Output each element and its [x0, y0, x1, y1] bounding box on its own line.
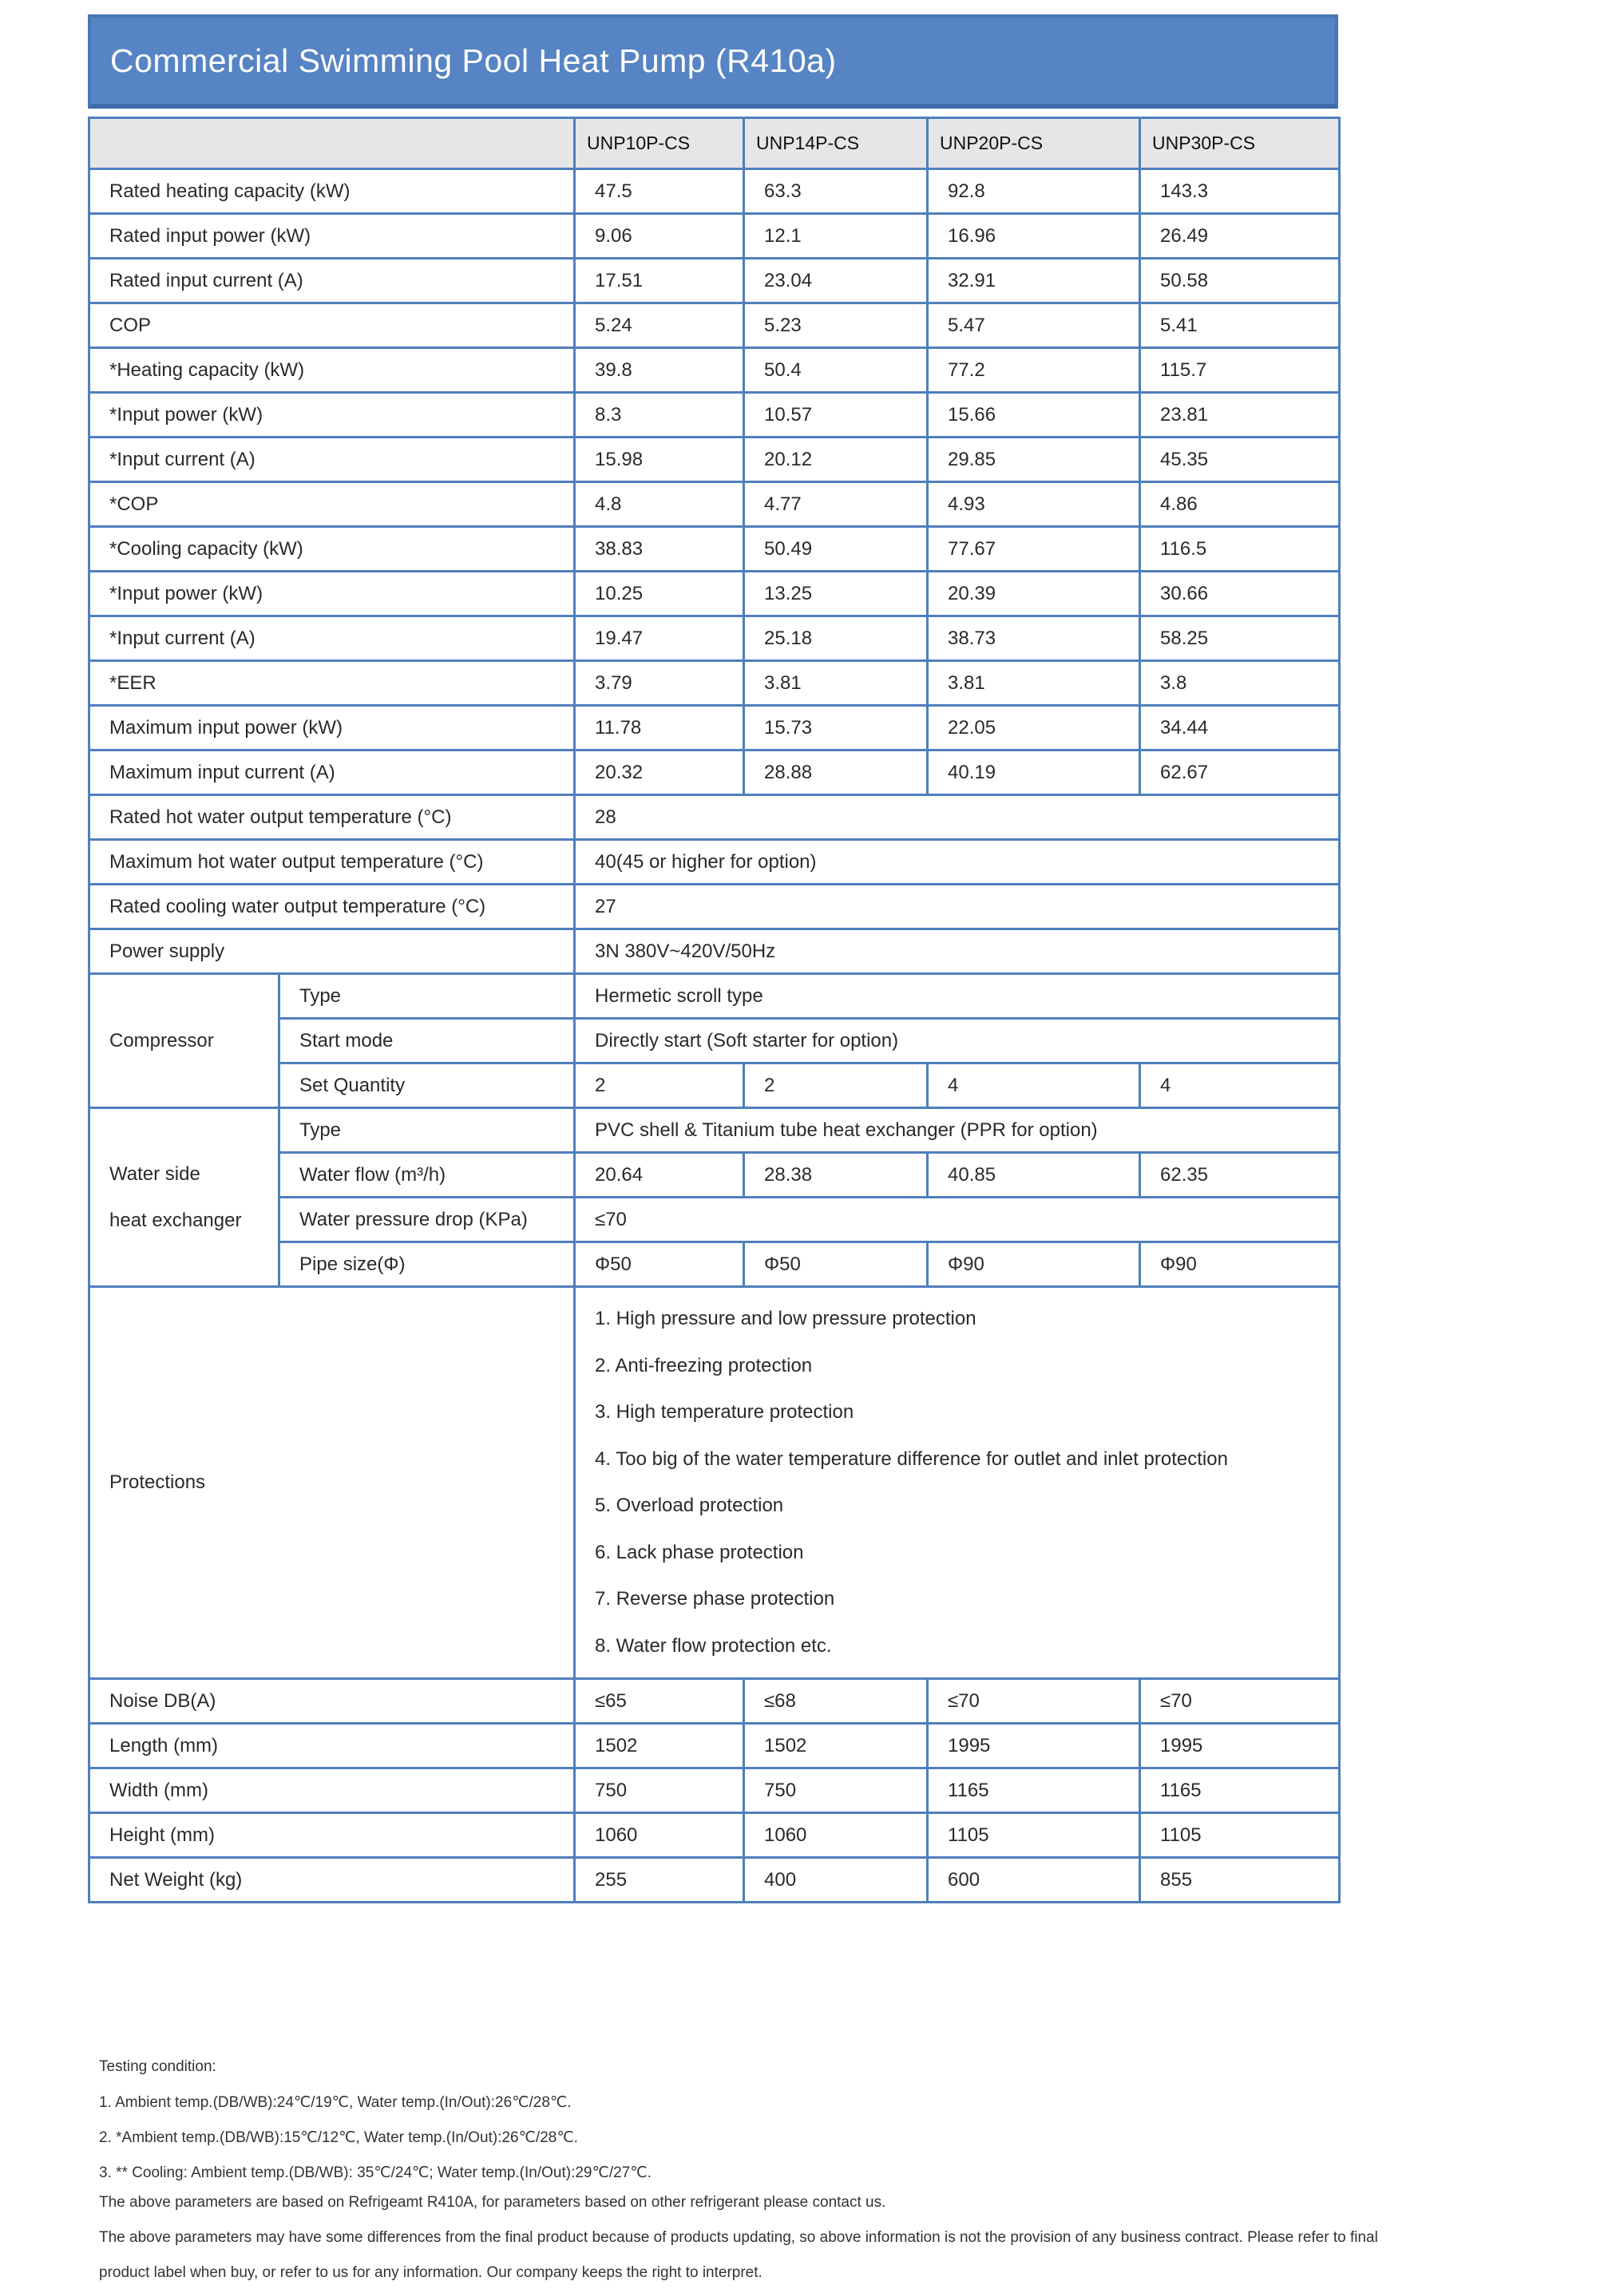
row-value: 38.83: [575, 527, 744, 572]
spec-row: [89, 885, 1340, 929]
spec-row: [89, 1724, 1340, 1768]
row-value: 1105: [928, 1813, 1140, 1858]
spec-row: [89, 750, 1340, 795]
protection-item: 7. Reverse phase protection: [595, 1588, 835, 1610]
row-label: Maximum input current (A): [89, 750, 575, 795]
row-value: 22.05: [928, 706, 1140, 750]
spec-row: [89, 1768, 1340, 1813]
sub-value: Hermetic scroll type: [575, 974, 1340, 1019]
protection-item: 3. High temperature protection: [595, 1401, 854, 1423]
row-value: 4.93: [928, 482, 1140, 527]
sub-label: Water pressure drop (KPa): [279, 1198, 575, 1242]
row-value: 3.79: [575, 661, 744, 706]
sub-value: 4: [928, 1063, 1140, 1108]
water-side-label-line1: Water side: [109, 1162, 200, 1185]
row-label: Rated hot water output temperature (°C): [89, 795, 575, 840]
compressor-label: Compressor: [89, 974, 279, 1108]
sub-value: Φ90: [928, 1242, 1140, 1287]
row-value: 3N 380V~420V/50Hz: [575, 929, 1340, 974]
sub-label: Type: [279, 1108, 575, 1153]
protection-item: 1. High pressure and low pressure protection: [595, 1308, 976, 1329]
row-value: 5.24: [575, 303, 744, 348]
row-value: 28: [575, 795, 1340, 840]
row-value: 400: [744, 1858, 928, 1903]
note-line: 2. *Ambient temp.(DB/WB):15℃/12℃, Water temp.(In/Out):26℃/28℃.: [99, 2129, 578, 2146]
row-value: 750: [744, 1768, 928, 1813]
row-label: *Input power (kW): [89, 572, 575, 616]
row-value: 116.5: [1140, 527, 1340, 572]
row-value: 115.7: [1140, 348, 1340, 393]
note-line: 3. ** Cooling: Ambient temp.(DB/WB): 35℃/24℃; Water temp.(In/Out):29℃/27℃.: [99, 2164, 652, 2181]
sub-value: 4: [1140, 1063, 1340, 1108]
row-value: 4.86: [1140, 482, 1340, 527]
spec-row: [89, 616, 1340, 661]
spec-row: [89, 214, 1340, 259]
row-value: 1995: [928, 1724, 1140, 1768]
sub-value: Φ50: [744, 1242, 928, 1287]
row-label: Rated input power (kW): [89, 214, 575, 259]
compressor-row: [89, 974, 1340, 1019]
row-value: 77.67: [928, 527, 1140, 572]
row-value: 38.73: [928, 616, 1140, 661]
row-value: 13.25: [744, 572, 928, 616]
model-header: UNP20P-CS: [928, 118, 1140, 169]
spec-table: [88, 117, 1341, 1903]
row-value: 27: [575, 885, 1340, 929]
row-label: *Cooling capacity (kW): [89, 527, 575, 572]
row-label: Maximum input power (kW): [89, 706, 575, 750]
row-value: 29.85: [928, 438, 1140, 482]
row-value: 50.4: [744, 348, 928, 393]
spec-row: [89, 840, 1340, 885]
protections-label: Protections: [89, 1287, 575, 1679]
row-value: 9.06: [575, 214, 744, 259]
spec-row: [89, 348, 1340, 393]
spec-sheet: [88, 14, 1338, 1903]
note-line: The above parameters are based on Refrigeamt R410A, for parameters based on other refrigerant please contact us.: [99, 2194, 886, 2211]
spec-row: [89, 929, 1340, 974]
row-value: 20.39: [928, 572, 1140, 616]
sub-value: Φ90: [1140, 1242, 1340, 1287]
row-value: 3.8: [1140, 661, 1340, 706]
spec-row: [89, 169, 1340, 214]
row-label: Rated input current (A): [89, 259, 575, 303]
protections-row: [89, 1287, 1340, 1679]
protection-item: 6. Lack phase protection: [595, 1541, 804, 1563]
row-value: ≤70: [1140, 1679, 1340, 1724]
spec-row: [89, 438, 1340, 482]
row-value: 23.04: [744, 259, 928, 303]
protection-item: 4. Too big of the water temperature difference for outlet and inlet protection: [595, 1447, 1228, 1470]
row-label: Rated heating capacity (kW): [89, 169, 575, 214]
row-label: Power supply: [89, 929, 575, 974]
sub-value: 62.35: [1140, 1153, 1340, 1198]
row-value: 17.51: [575, 259, 744, 303]
row-label: Maximum hot water output temperature (°C): [89, 840, 575, 885]
sub-value: PVC shell & Titanium tube heat exchanger (PPR for option): [575, 1108, 1340, 1153]
spec-row: [89, 661, 1340, 706]
model-header: UNP30P-CS: [1140, 118, 1340, 169]
row-value: 50.58: [1140, 259, 1340, 303]
title-bar: [88, 14, 1338, 109]
sub-value: 28.38: [744, 1153, 928, 1198]
row-value: 20.12: [744, 438, 928, 482]
header-row: [89, 118, 1340, 169]
row-value: 750: [575, 1768, 744, 1813]
row-value: 600: [928, 1858, 1140, 1903]
spec-row: [89, 1813, 1340, 1858]
sub-label: Pipe size(Φ): [279, 1242, 575, 1287]
row-value: 3.81: [928, 661, 1140, 706]
row-value: 143.3: [1140, 169, 1340, 214]
row-value: 15.98: [575, 438, 744, 482]
row-label: COP: [89, 303, 575, 348]
row-value: 12.1: [744, 214, 928, 259]
row-value: 26.49: [1140, 214, 1340, 259]
note-line: The above parameters may have some differences from the final product because of products updating, so above information is not the provision of any business contract. Please refer to final: [99, 2229, 1378, 2246]
row-label: *Input current (A): [89, 438, 575, 482]
note-line: 1. Ambient temp.(DB/WB):24℃/19℃, Water temp.(In/Out):26℃/28℃.: [99, 2094, 572, 2111]
row-value: 8.3: [575, 393, 744, 438]
row-value: 1165: [928, 1768, 1140, 1813]
sub-value: Φ50: [575, 1242, 744, 1287]
row-value: 3.81: [744, 661, 928, 706]
sub-value: ≤70: [575, 1198, 1340, 1242]
water-side-row: [89, 1108, 1340, 1153]
sub-value: Directly start (Soft starter for option): [575, 1019, 1340, 1063]
row-value: 10.25: [575, 572, 744, 616]
header-blank-cell: [89, 118, 575, 169]
row-label: *Input current (A): [89, 616, 575, 661]
row-value: 1995: [1140, 1724, 1340, 1768]
spec-row: [89, 527, 1340, 572]
row-value: 855: [1140, 1858, 1340, 1903]
row-value: 92.8: [928, 169, 1140, 214]
sub-label: Set Quantity: [279, 1063, 575, 1108]
row-value: 4.77: [744, 482, 928, 527]
row-value: ≤70: [928, 1679, 1140, 1724]
row-value: 30.66: [1140, 572, 1340, 616]
spec-row: [89, 303, 1340, 348]
row-value: 10.57: [744, 393, 928, 438]
row-value: 40.19: [928, 750, 1140, 795]
row-value: 15.66: [928, 393, 1140, 438]
row-value: 25.18: [744, 616, 928, 661]
row-value: 39.8: [575, 348, 744, 393]
sub-label: Type: [279, 974, 575, 1019]
row-value: 1060: [575, 1813, 744, 1858]
row-value: 77.2: [928, 348, 1140, 393]
spec-row: [89, 482, 1340, 527]
row-label: Noise DB(A): [89, 1679, 575, 1724]
spec-row: [89, 572, 1340, 616]
row-value: 58.25: [1140, 616, 1340, 661]
row-value: 5.23: [744, 303, 928, 348]
row-value: 255: [575, 1858, 744, 1903]
row-value: 1502: [744, 1724, 928, 1768]
row-value: ≤65: [575, 1679, 744, 1724]
row-label: *Heating capacity (kW): [89, 348, 575, 393]
row-value: 15.73: [744, 706, 928, 750]
row-label: Net Weight (kg): [89, 1858, 575, 1903]
row-label: Width (mm): [89, 1768, 575, 1813]
row-value: 1060: [744, 1813, 928, 1858]
row-value: 20.32: [575, 750, 744, 795]
model-header: UNP10P-CS: [575, 118, 744, 169]
row-value: 47.5: [575, 169, 744, 214]
row-value: 40(45 or higher for option): [575, 840, 1340, 885]
row-label: Rated cooling water output temperature (°C): [89, 885, 575, 929]
sub-value: 20.64: [575, 1153, 744, 1198]
spec-row: [89, 1858, 1340, 1903]
sub-value: 40.85: [928, 1153, 1140, 1198]
sub-value: 2: [744, 1063, 928, 1108]
row-value: 11.78: [575, 706, 744, 750]
spec-row: [89, 393, 1340, 438]
spec-row: [89, 259, 1340, 303]
spec-row: [89, 1679, 1340, 1724]
note-line: product label when buy, or refer to us for any information. Our company keeps the right to interpret.: [99, 2264, 762, 2281]
row-label: *EER: [89, 661, 575, 706]
row-value: 19.47: [575, 616, 744, 661]
protection-item: 8. Water flow protection etc.: [595, 1634, 832, 1657]
row-label: Length (mm): [89, 1724, 575, 1768]
row-value: 1165: [1140, 1768, 1340, 1813]
row-value: 45.35: [1140, 438, 1340, 482]
water-side-label: [89, 1108, 279, 1287]
row-value: 62.67: [1140, 750, 1340, 795]
row-value: 5.47: [928, 303, 1140, 348]
row-value: 16.96: [928, 214, 1140, 259]
sub-label: Start mode: [279, 1019, 575, 1063]
protection-item: 2. Anti-freezing protection: [595, 1354, 813, 1376]
row-value: 5.41: [1140, 303, 1340, 348]
row-value: 1105: [1140, 1813, 1340, 1858]
row-label: *Input power (kW): [89, 393, 575, 438]
spec-row: [89, 706, 1340, 750]
row-value: ≤68: [744, 1679, 928, 1724]
protection-item: 5. Overload protection: [595, 1495, 784, 1516]
protections-list: [575, 1287, 1340, 1679]
spec-row: [89, 795, 1340, 840]
row-label: *COP: [89, 482, 575, 527]
water-side-label-line2: heat exchanger: [109, 1209, 242, 1231]
row-value: 32.91: [928, 259, 1140, 303]
row-value: 28.88: [744, 750, 928, 795]
row-value: 34.44: [1140, 706, 1340, 750]
row-label: Height (mm): [89, 1813, 575, 1858]
note-line: Testing condition:: [99, 2058, 216, 2075]
sub-label: Water flow (m³/h): [279, 1153, 575, 1198]
model-header: UNP14P-CS: [744, 118, 928, 169]
sub-value: 2: [575, 1063, 744, 1108]
row-value: 50.49: [744, 527, 928, 572]
row-value: 1502: [575, 1724, 744, 1768]
row-value: 4.8: [575, 482, 744, 527]
page-title: Commercial Swimming Pool Heat Pump (R410a): [110, 42, 837, 79]
row-value: 63.3: [744, 169, 928, 214]
row-value: 23.81: [1140, 393, 1340, 438]
